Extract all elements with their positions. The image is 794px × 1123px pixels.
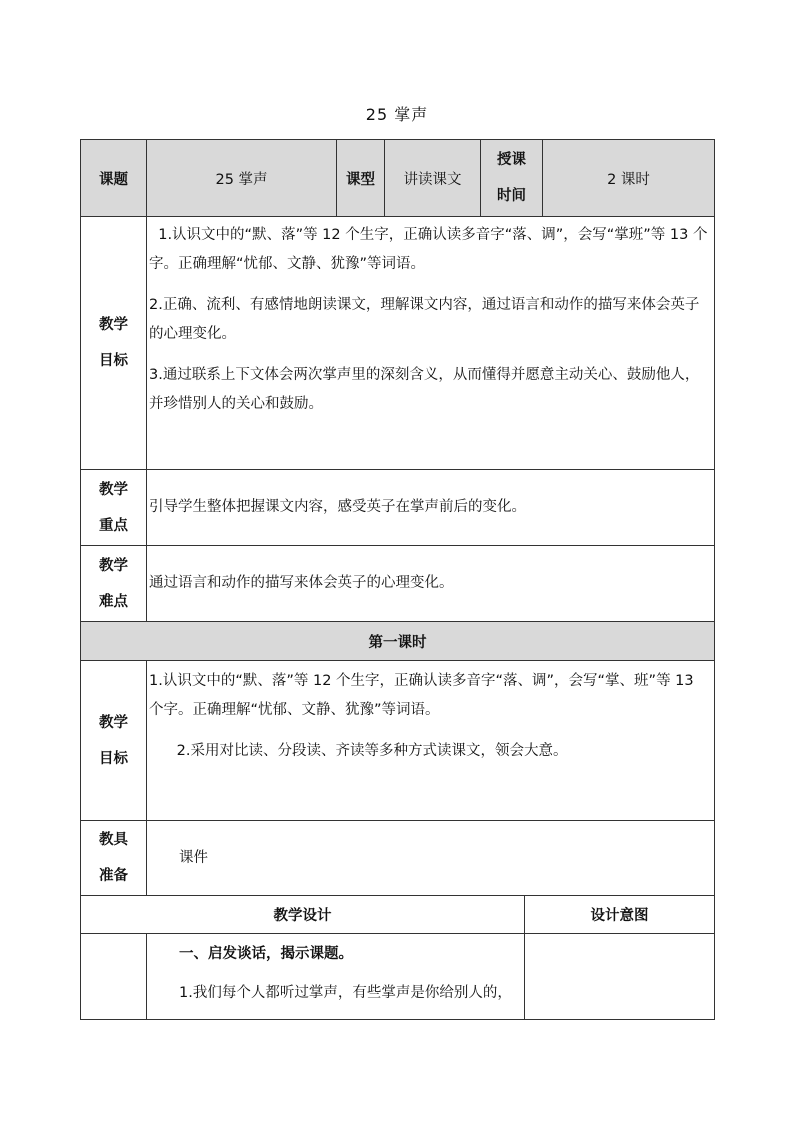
time-label (481, 140, 543, 217)
lesson-objectives-content (147, 661, 715, 821)
objectives-content (147, 217, 715, 470)
design-header-text: 教学设计 (273, 908, 332, 924)
time-value (543, 140, 715, 217)
lesson-objectives-row (81, 661, 715, 821)
first-lesson-row (81, 622, 715, 661)
step-text: 1.我们每个人都听过掌声，有些掌声是你给别人的， (179, 985, 512, 1001)
step-title: 一、启发谈话，揭示课题。 (179, 946, 353, 962)
key-points-label (81, 470, 147, 546)
lesson-objective-item: 2.采用对比读、分段读、齐读等多种方式读课文，领会大意。 (149, 743, 568, 759)
objective-item: 3.通过联系上下文体会两次掌声里的深刻含义，从而懂得并愿意主动关心、鼓励他人，并珍惜别人的关心和鼓励。 (149, 367, 700, 412)
difficulties-row (81, 546, 715, 622)
tools-content (147, 821, 715, 896)
first-lesson-title (81, 622, 715, 661)
type-value (385, 140, 481, 217)
tools-label-line2: 准备 (99, 868, 128, 884)
topic-label-text: 课题 (99, 171, 128, 188)
tools-value: 课件 (179, 849, 208, 866)
difficulties-label-line2: 难点 (99, 593, 128, 610)
key-points-text: 引导学生整体把握课文内容，感受英子在掌声前后的变化。 (149, 499, 526, 515)
topic-value-text: 25 掌声 (215, 171, 268, 188)
design-header (81, 896, 525, 934)
key-points-content (147, 470, 715, 546)
tools-label (81, 821, 147, 896)
type-value-text: 讲读课文 (403, 171, 462, 188)
intent-header (525, 896, 715, 934)
objective-item: 2.正确、流利、有感情地朗读课文，理解课文内容，通过语言和动作的描写来体会英子的心理变化。 (149, 297, 700, 342)
lesson-objectives-label (81, 661, 147, 821)
objectives-label-line2: 目标 (99, 353, 128, 369)
objectives-row (81, 217, 715, 470)
time-label-line1: 授课 (497, 152, 526, 168)
header-row (81, 140, 715, 217)
key-points-label-line2: 重点 (99, 517, 128, 534)
lesson-plan-table (80, 139, 715, 1020)
design-header-row (81, 896, 715, 934)
key-points-label-line1: 教学 (99, 481, 128, 498)
design-content (147, 934, 525, 1020)
first-lesson-title-text: 第一课时 (368, 634, 427, 651)
time-value-text: 2 课时 (607, 171, 650, 188)
document-title: 25 掌声 (365, 105, 429, 124)
objectives-label (81, 217, 147, 470)
tools-row (81, 821, 715, 896)
difficulties-label (81, 546, 147, 622)
time-label-line2: 时间 (497, 188, 526, 204)
objective-item: 1.认识文中的“默、落”等 12 个生字，正确认读多音字“落、调”，会写“掌班”等 13 个字。正确理解“忧郁、文静、犹豫”等词语。 (149, 227, 708, 272)
lesson-objectives-label-line1: 教学 (99, 714, 128, 731)
tools-label-line1: 教具 (99, 832, 128, 848)
objectives-label-line1: 教学 (99, 317, 128, 333)
design-content-row (81, 934, 715, 1020)
type-label-text: 课型 (346, 171, 375, 188)
difficulties-content (147, 546, 715, 622)
type-label (337, 140, 385, 217)
intent-header-text: 设计意图 (590, 908, 649, 924)
intent-content (525, 934, 715, 1020)
design-empty-cell (81, 934, 147, 1020)
topic-label (81, 140, 147, 217)
difficulties-text: 通过语言和动作的描写来体会英子的心理变化。 (149, 575, 454, 591)
key-points-row (81, 470, 715, 546)
topic-value (147, 140, 337, 217)
difficulties-label-line1: 教学 (99, 557, 128, 574)
lesson-objectives-label-line2: 目标 (99, 750, 128, 767)
lesson-objective-item: 1.认识文中的“默、落”等 12 个生字，正确认读多音字“落、调”，会写“掌、班”等 13 个字。正确理解“忧郁、文静、犹豫”等词语。 (149, 673, 694, 718)
